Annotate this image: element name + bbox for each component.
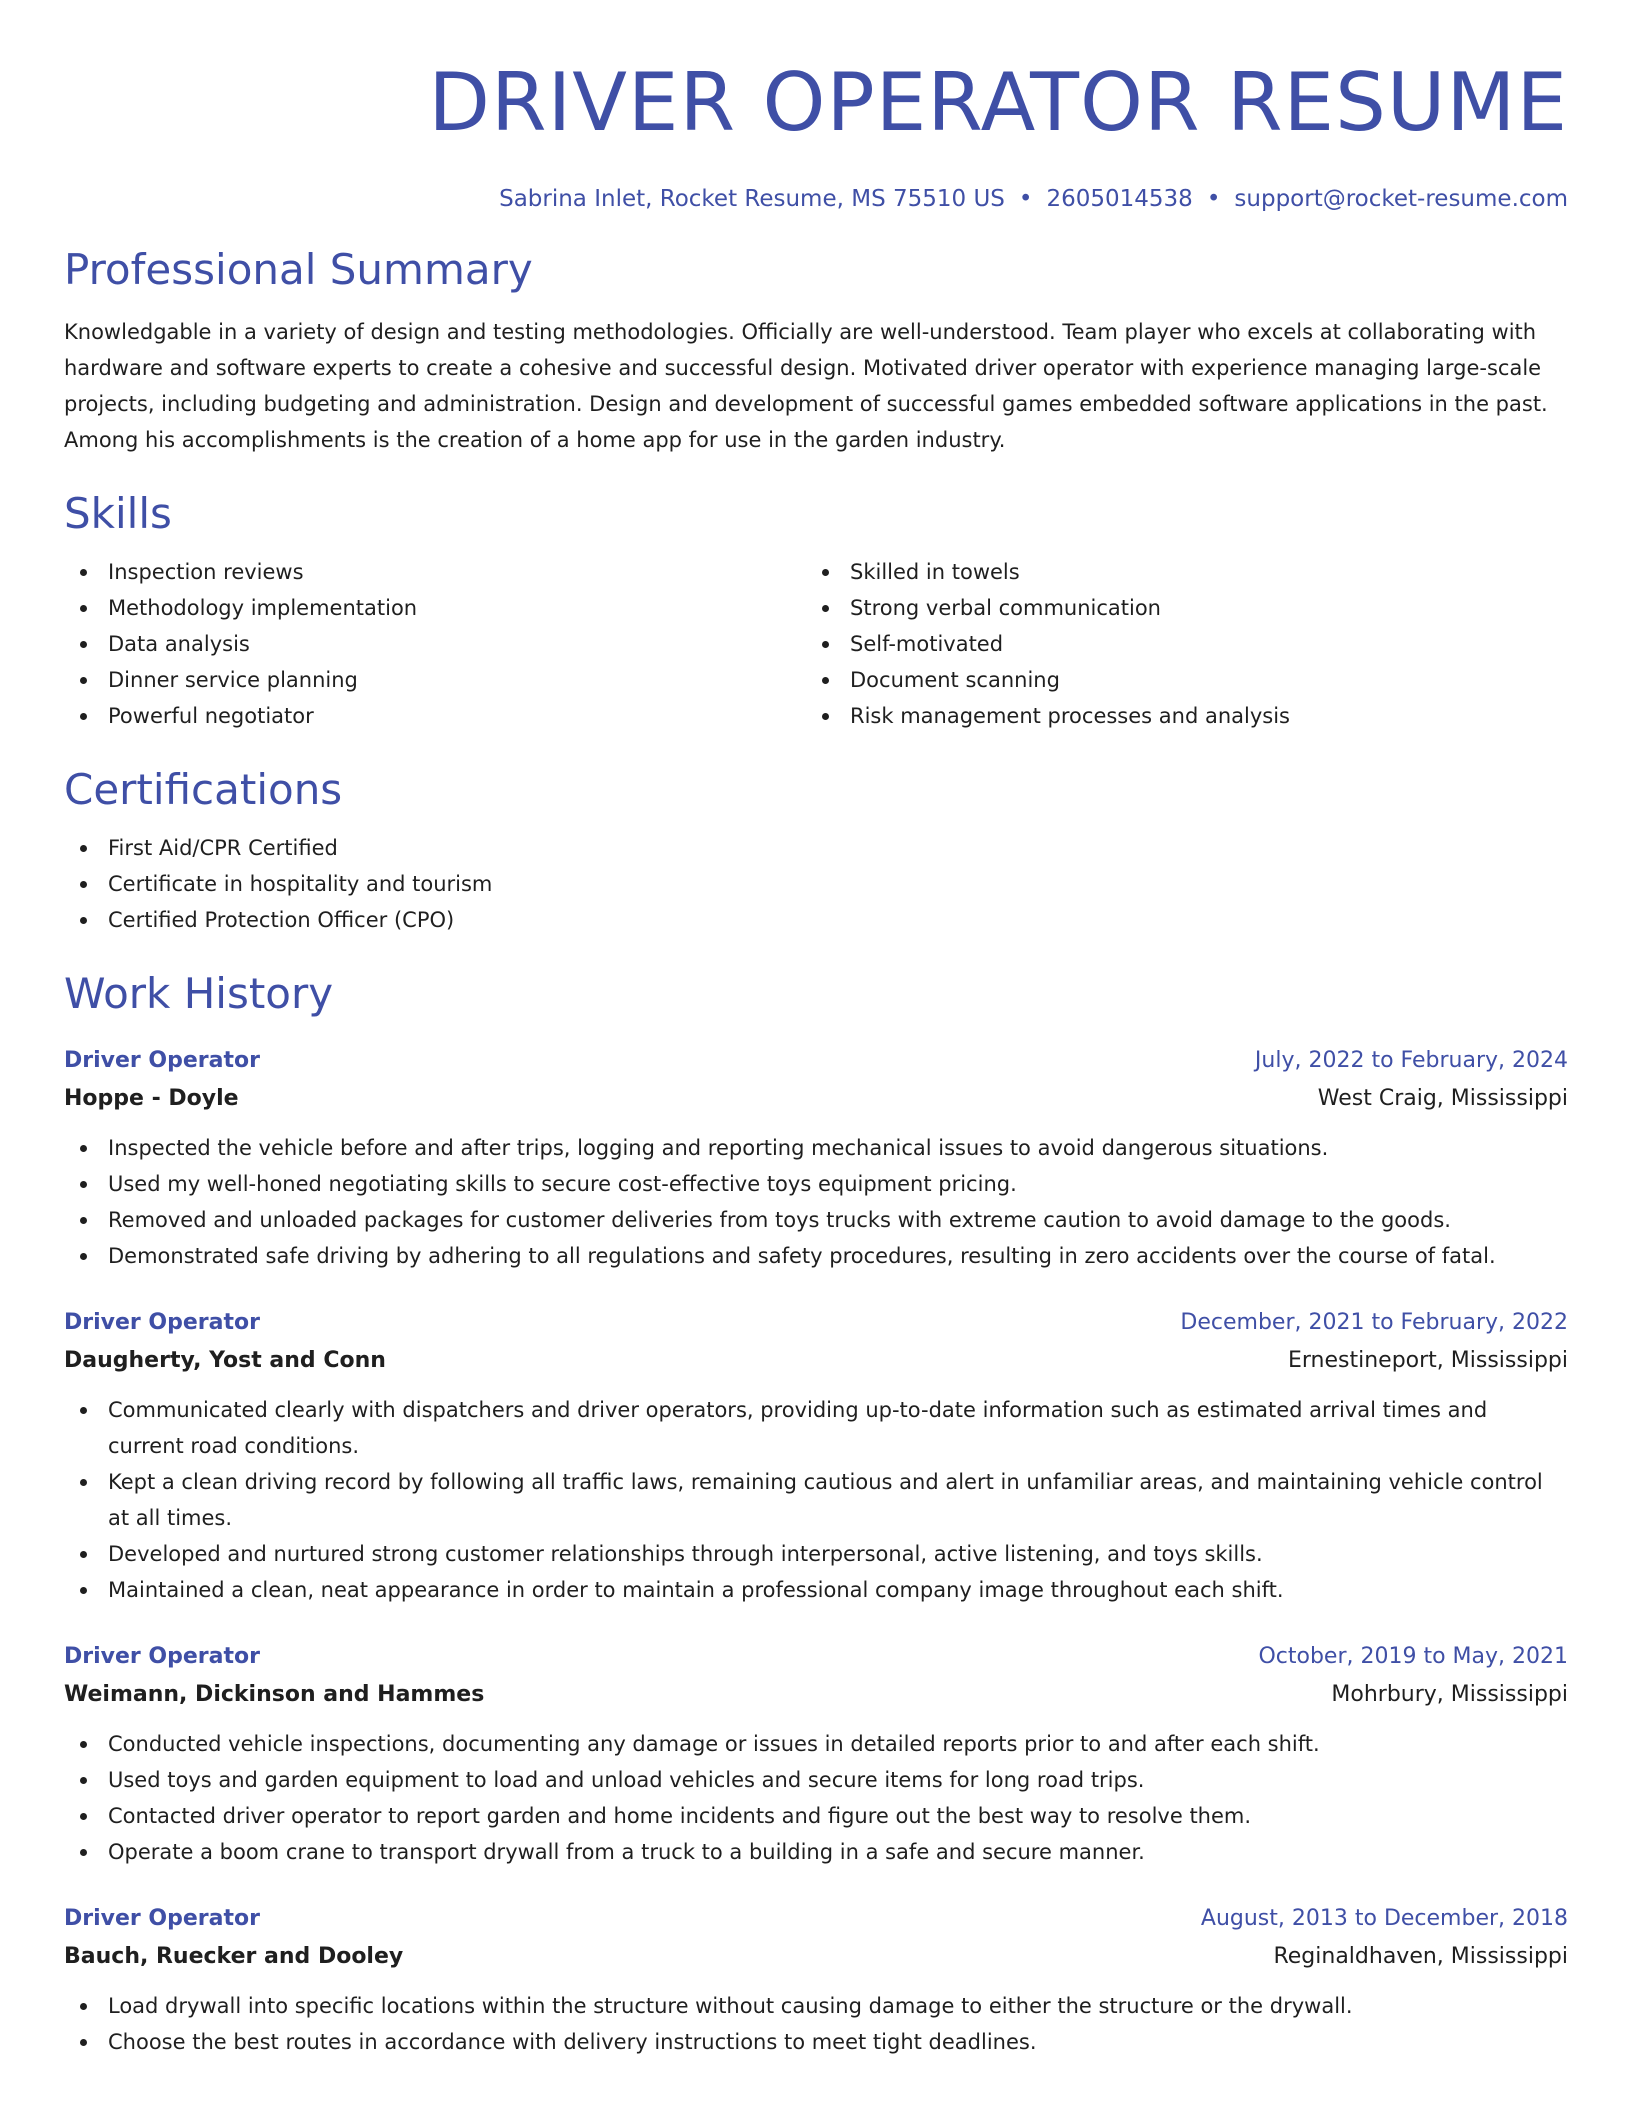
job-company: Hoppe - Doyle (64, 1086, 239, 1111)
contact-email: support@rocket-resume.com (1234, 186, 1568, 212)
job-header-row (64, 1638, 1568, 1676)
contact-separator: • (1206, 186, 1221, 212)
job-dates: October, 2019 to May, 2021 (1258, 1644, 1568, 1669)
job-title: Driver Operator (64, 1906, 260, 1931)
job-duty: Choose the best routes in accordance with delivery instructions to meet tight deadlines. (64, 2024, 1568, 2060)
job-duties-list (64, 1726, 1568, 1870)
job-entry (64, 1042, 1568, 1274)
job-title: Driver Operator (64, 1048, 260, 1073)
job-header-row (64, 1900, 1568, 1938)
skills-columns (64, 554, 1568, 734)
job-title: Driver Operator (64, 1644, 260, 1669)
job-duty: Inspected the vehicle before and after trips, logging and reporting mechanical issues to avoid dangerous situations. (64, 1130, 1568, 1166)
skill-item: Inspection reviews (64, 554, 806, 590)
job-employer-row (64, 1676, 1568, 1714)
certification-item: First Aid/CPR Certified (64, 830, 1568, 866)
job-dates: December, 2021 to February, 2022 (1180, 1310, 1568, 1335)
certification-item: Certified Protection Officer (CPO) (64, 902, 1568, 938)
job-title: Driver Operator (64, 1310, 260, 1335)
job-location: Ernestineport, Mississippi (1287, 1348, 1568, 1373)
job-entry (64, 1304, 1568, 1608)
work-history-heading: Work History (64, 969, 334, 1018)
job-duty: Kept a clean driving record by following all traffic laws, remaining cautious and alert in unfamiliar areas, and maintaining vehicle control at all times. (64, 1464, 1568, 1536)
skill-item: Document scanning (806, 662, 1548, 698)
job-employer-row (64, 1342, 1568, 1380)
job-duties-list (64, 1988, 1568, 2060)
skill-item: Powerful negotiator (64, 698, 806, 734)
job-entry (64, 1900, 1568, 2060)
job-company: Weimann, Dickinson and Hammes (64, 1682, 485, 1707)
summary-heading: Professional Summary (64, 245, 533, 294)
job-duty: Operate a boom crane to transport drywall from a truck to a building in a safe and secure manner. (64, 1834, 1568, 1870)
skill-item: Risk management processes and analysis (806, 698, 1548, 734)
job-company: Daugherty, Yost and Conn (64, 1348, 386, 1373)
skills-column-left (64, 554, 806, 734)
job-header-row (64, 1042, 1568, 1080)
certifications-list (64, 830, 1568, 938)
certification-item: Certificate in hospitality and tourism (64, 866, 1568, 902)
job-duties-list (64, 1392, 1568, 1608)
job-location: West Craig, Mississippi (1317, 1086, 1568, 1111)
skill-item: Skilled in towels (806, 554, 1548, 590)
job-duty: Communicated clearly with dispatchers and driver operators, providing up-to-date information such as estimated arrival times and current road conditions. (64, 1392, 1568, 1464)
job-duty: Conducted vehicle inspections, documenting any damage or issues in detailed reports prior to and after each shift. (64, 1726, 1568, 1762)
job-dates: August, 2013 to December, 2018 (1200, 1906, 1568, 1931)
skill-item: Methodology implementation (64, 590, 806, 626)
skill-item: Strong verbal communication (806, 590, 1548, 626)
skill-item: Self-motivated (806, 626, 1548, 662)
job-duty: Removed and unloaded packages for customer deliveries from toys trucks with extreme caution to avoid damage to the goods. (64, 1202, 1568, 1238)
contact-phone: 2605014538 (1046, 186, 1193, 212)
contact-line (64, 184, 1568, 214)
contact-address: Sabrina Inlet, Rocket Resume, MS 75510 US (499, 186, 1005, 212)
job-duties-list (64, 1130, 1568, 1274)
job-location: Reginaldhaven, Mississippi (1273, 1944, 1568, 1969)
job-duty: Developed and nurtured strong customer relationships through interpersonal, active listening, and toys skills. (64, 1536, 1568, 1572)
certifications-heading: Certifications (64, 765, 343, 814)
resume-page (64, 0, 1568, 2060)
resume-title: DRIVER OPERATOR RESUME (428, 56, 1568, 149)
job-employer-row (64, 1938, 1568, 1976)
skill-item: Dinner service planning (64, 662, 806, 698)
job-duty: Used toys and garden equipment to load and unload vehicles and secure items for long road trips. (64, 1762, 1568, 1798)
summary-text: Knowledgable in a variety of design and testing methodologies. Officially are well-understood. Team player who excels at collaborating with hardware and software experts to create a cohesive and successful design. Motivated driver operator with experience managing large-scale projects, including budgeting and administration. Design and development of successful games embedded software applications in the past. Among his accomplishments is the creation of a home app for use in the garden industry. (64, 320, 1548, 452)
skills-heading: Skills (64, 489, 172, 538)
job-header-row (64, 1304, 1568, 1342)
job-entry (64, 1638, 1568, 1870)
job-employer-row (64, 1080, 1568, 1118)
contact-separator: • (1018, 186, 1033, 212)
job-location: Mohrbury, Mississippi (1331, 1682, 1568, 1707)
job-duty: Maintained a clean, neat appearance in order to maintain a professional company image throughout each shift. (64, 1572, 1568, 1608)
job-duty: Load drywall into specific locations within the structure without causing damage to either the structure or the drywall. (64, 1988, 1568, 2024)
job-company: Bauch, Ruecker and Dooley (64, 1944, 404, 1969)
skills-column-right (806, 554, 1548, 734)
job-dates: July, 2022 to February, 2024 (1254, 1048, 1568, 1073)
job-duty: Demonstrated safe driving by adhering to all regulations and safety procedures, resulting in zero accidents over the course of fatal. (64, 1238, 1568, 1274)
skills-list-right (806, 554, 1548, 734)
job-duty: Used my well-honed negotiating skills to secure cost-effective toys equipment pricing. (64, 1166, 1568, 1202)
skill-item: Data analysis (64, 626, 806, 662)
job-duty: Contacted driver operator to report garden and home incidents and figure out the best way to resolve them. (64, 1798, 1568, 1834)
skills-list-left (64, 554, 806, 734)
